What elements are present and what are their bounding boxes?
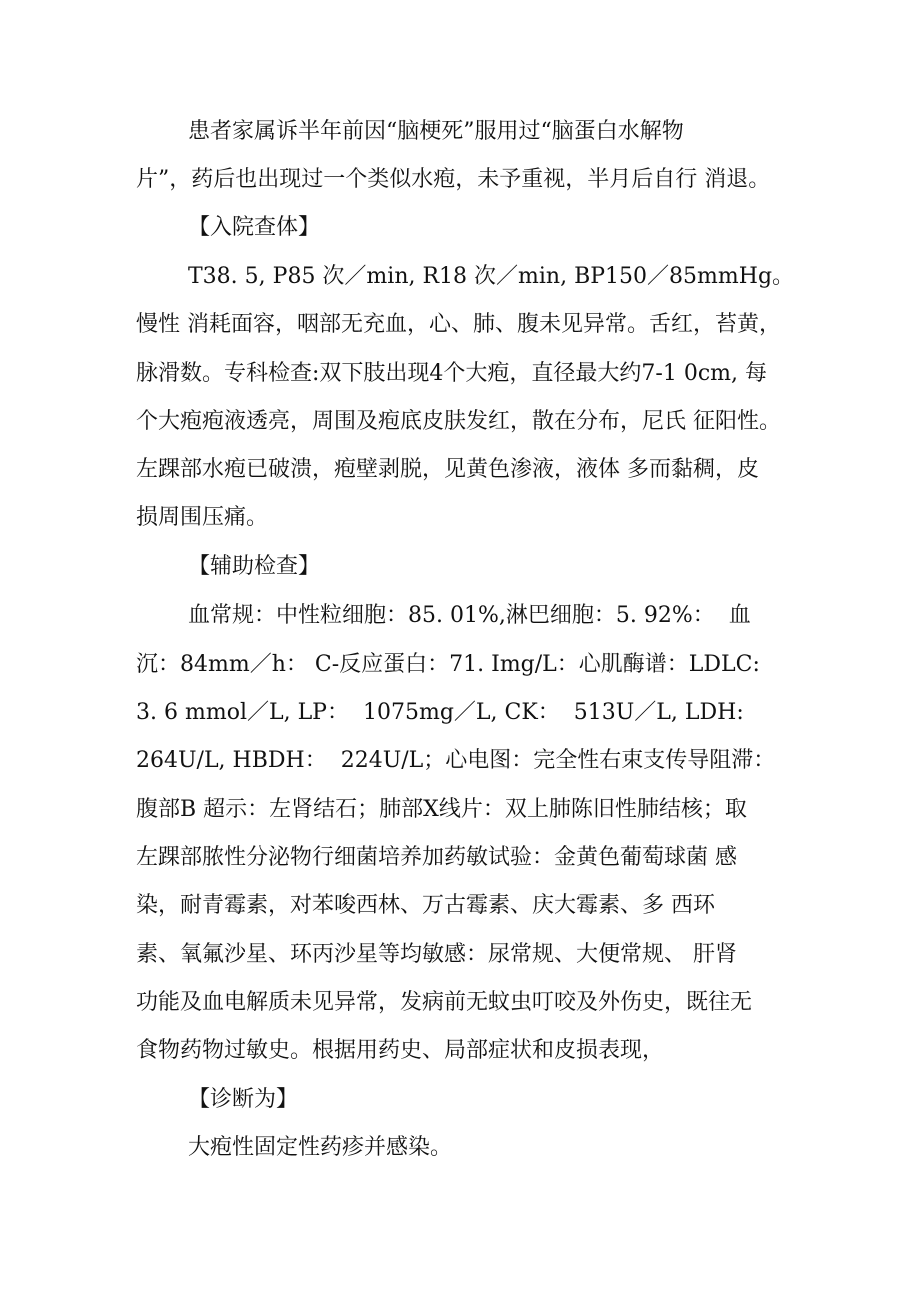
paragraph-lab-line: 沉：84mm／h： C-反应蛋白：71. Img/L：心肌酶谱：LDLC:	[136, 652, 760, 677]
paragraph-lab-line: 血常规：中性粒细胞：85. 01%,淋巴细胞：5. 92%： 血	[188, 603, 751, 628]
section-heading-auxiliary-exam: 【辅助检查】	[188, 554, 321, 579]
paragraph-lab-line: 功能及血电解质未见异常，发病前无蚊虫叮咬及外伤史，既往无	[136, 990, 753, 1015]
diagnosis-text: 大疱性固定性药疹并感染。	[188, 1135, 453, 1160]
paragraph-history-line: 片”，药后也出现过一个类似水疱，未予重视，半月后自行 消退。	[136, 167, 771, 192]
section-heading-admission-exam: 【入院查体】	[188, 215, 321, 240]
section-heading-diagnosis: 【诊断为】	[188, 1087, 299, 1112]
paragraph-lab-line: 左踝部脓性分泌物行细菌培养加药敏试验：金黄色葡萄球菌 感	[136, 845, 737, 870]
paragraph-lab-line: 264U/L, HBDH： 224U/L；心电图：完全性右束支传导阻滞：	[136, 748, 776, 773]
paragraph-history-line: 患者家属诉半年前因“脑梗死”服用过“脑蛋白水解物	[188, 119, 684, 144]
paragraph-lab-line: 染，耐青霉素，对苯唆西林、万古霉素、庆大霉素、多 西环	[136, 893, 715, 918]
paragraph-lab-line: 素、氧氟沙星、环丙沙星等均敏感：尿常规、大便常规、 肝肾	[136, 942, 737, 967]
paragraph-exam-line: 个大疱疱液透亮，周围及疱底皮肤发红，散在分布，尼氏 征阳性。	[136, 409, 781, 434]
paragraph-lab-line: 食物药物过敏史。根据用药史、局部症状和皮损表现，	[136, 1038, 665, 1063]
paragraph-exam-line: 慢性 消耗面容，咽部无充血，心、肺、腹未见异常。舌红，苔黄，	[136, 312, 781, 337]
paragraph-exam-line: 脉滑数。专科检查:双下肢出现4个大疱，直径最大约7-1 0cm, 每	[136, 361, 767, 386]
paragraph-exam-line: 损周围压痛。	[136, 505, 269, 530]
paragraph-exam-line: 左踝部水疱已破溃，疱壁剥脱，见黄色渗液，液体 多而黏稠，皮	[136, 457, 759, 482]
paragraph-exam-line: T38. 5, P85 次／min, R18 次／min, BP150／85mmHg。	[188, 264, 795, 289]
paragraph-lab-line: 腹部B 超示：左肾结石；肺部X线片：双上肺陈旧性肺结核；取	[136, 797, 747, 822]
paragraph-lab-line: 3. 6 mmol／L, LP： 1075mg／L, CK： 513U／L, LDH:	[136, 700, 744, 725]
